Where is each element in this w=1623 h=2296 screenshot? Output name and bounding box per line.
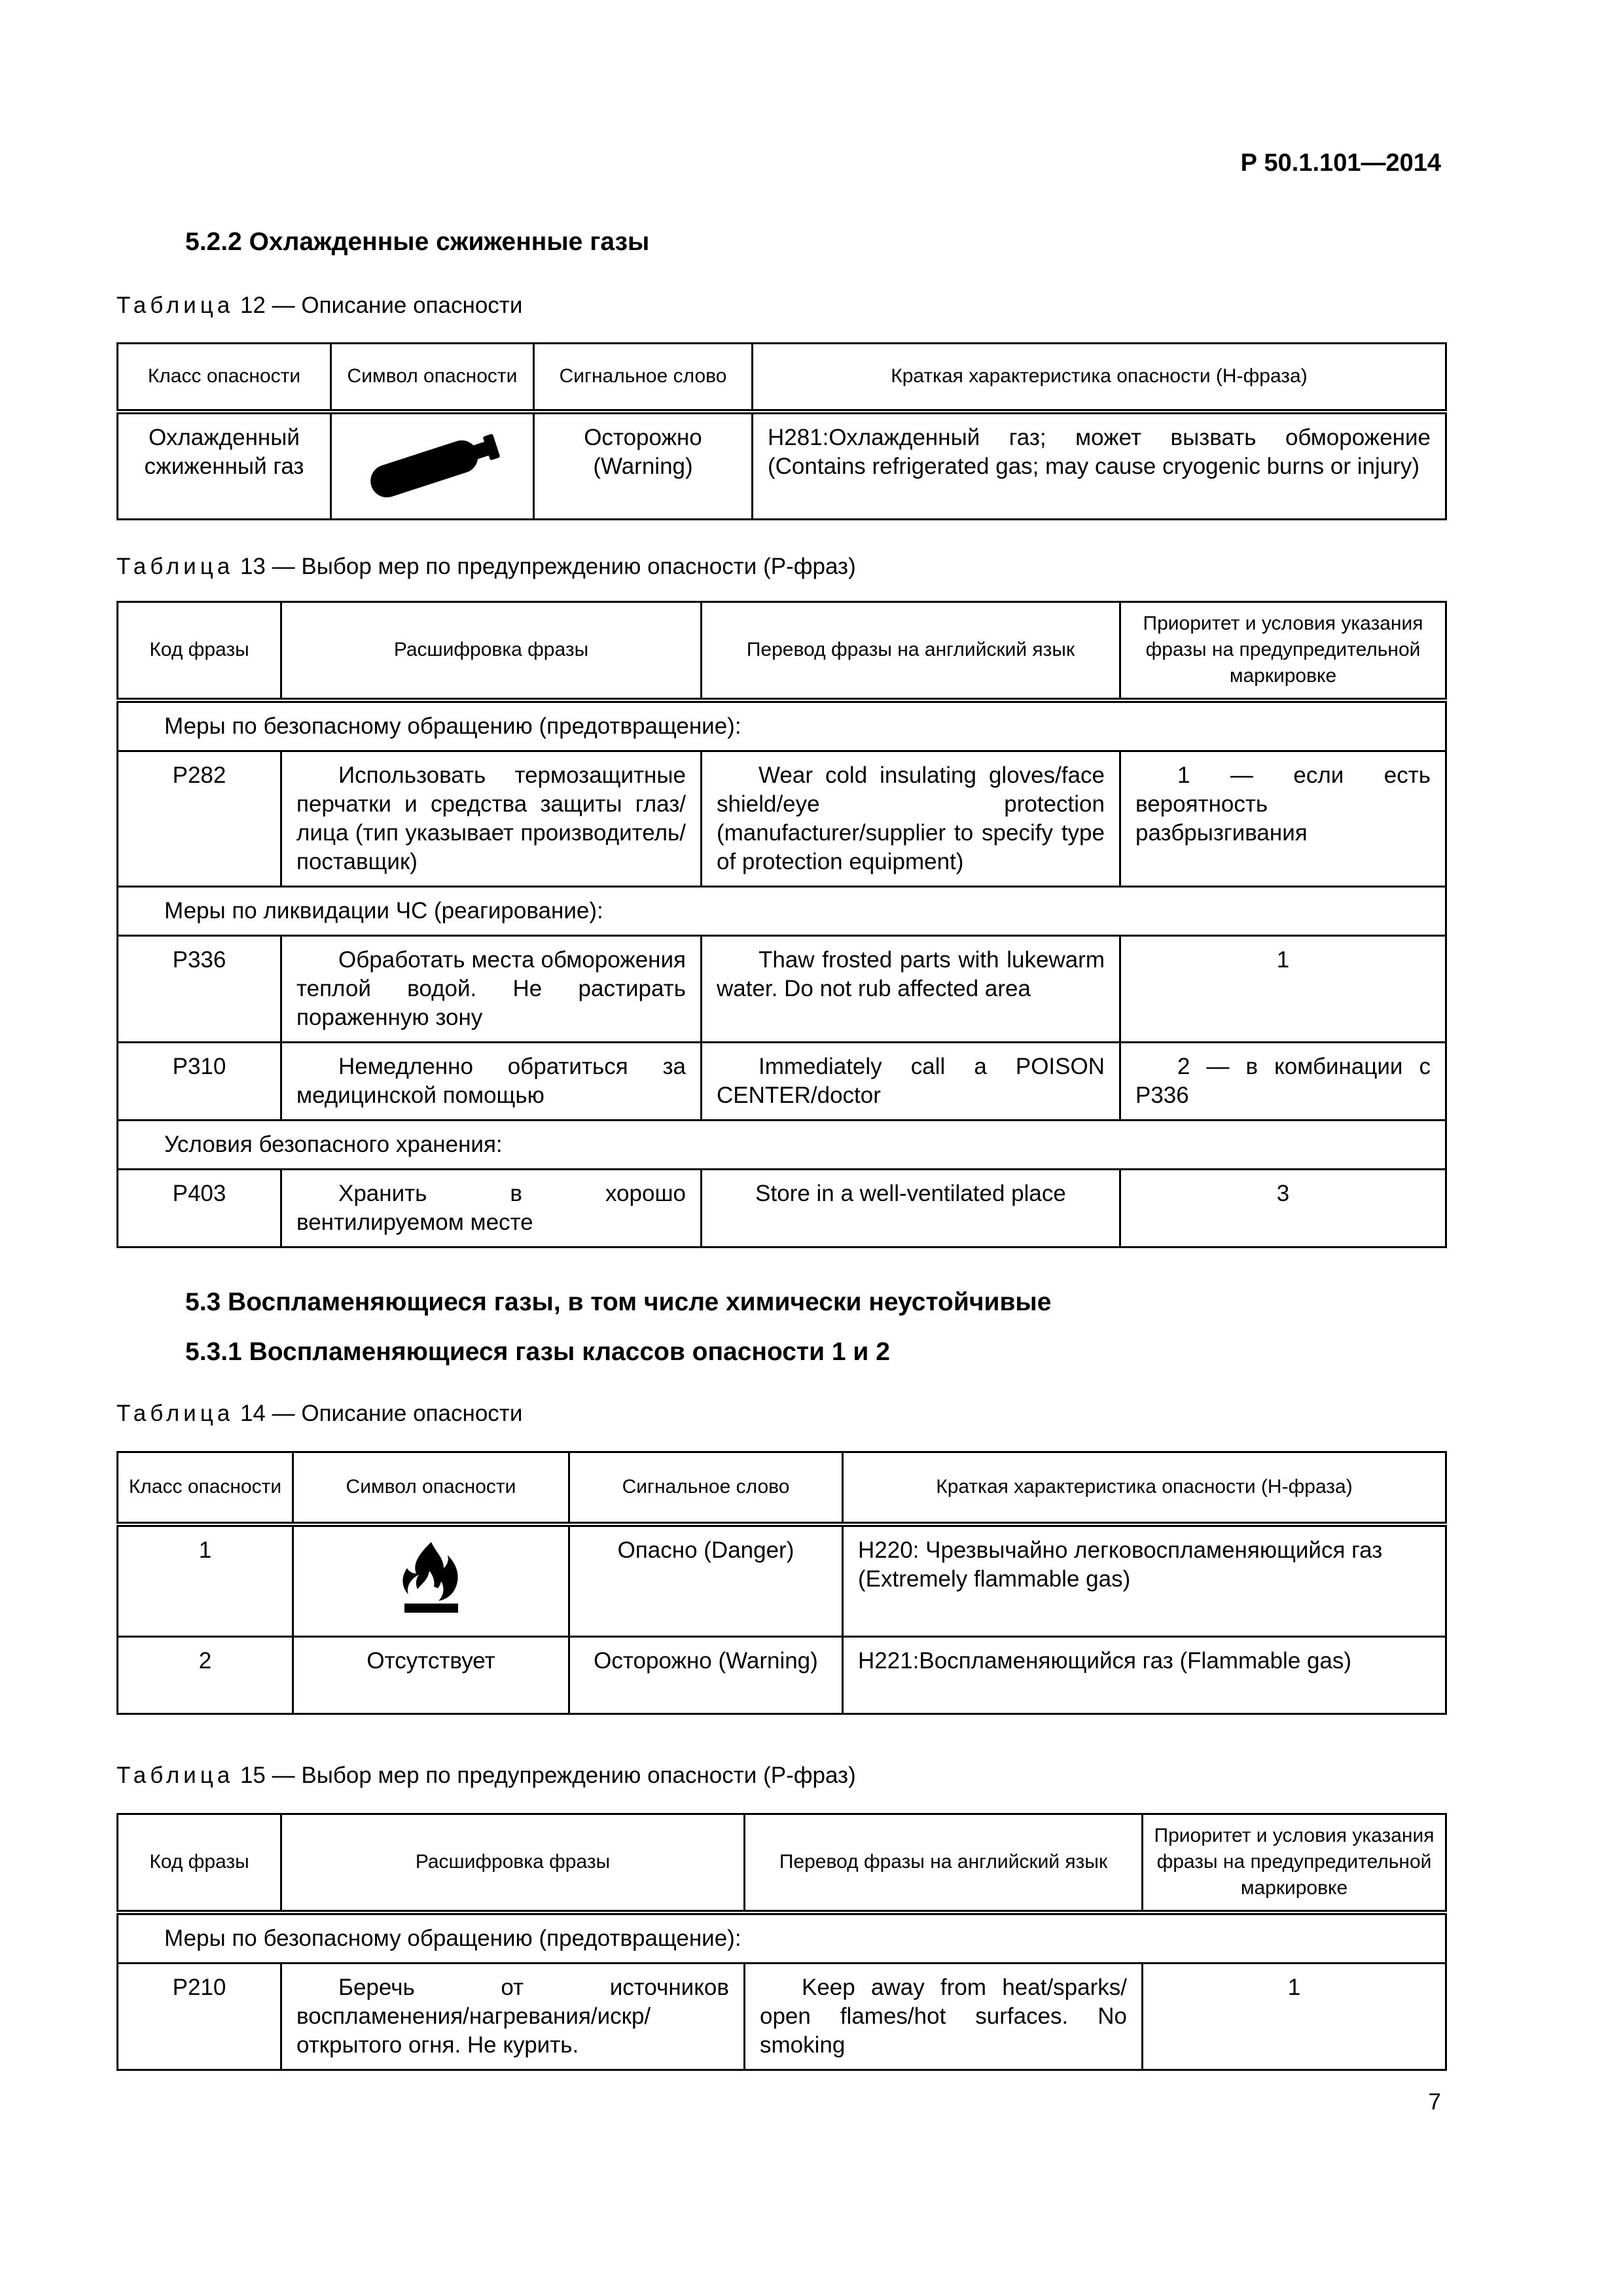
table14-hazard-2: H221:Воспламеняющийся газ (Flammable gas) [843,1637,1446,1714]
table-row [118,412,1446,520]
table13-section-storage [118,1120,1446,1169]
table12-cell-symbol [331,412,534,520]
table13-p310-ru: Немедленно обратиться за медицинской помощью [281,1042,702,1120]
table-row [118,935,1446,1042]
document-number: Р 50.1.101—2014 [1240,149,1441,177]
table13-p310-code: P310 [118,1042,281,1120]
table13-p336-ru: Обработать места обморожения теплой водой. Не растирать пораженную зону [281,935,702,1042]
table14-col-hazard: Краткая характеристика опасности (Н-фраза) [843,1452,1446,1524]
gas-cylinder-icon [348,423,518,502]
section-heading-5-3-1: 5.3.1 Воспламеняющиеся газы классов опасности 1 и 2 [185,1338,890,1366]
table14-hazard-1: H220: Чрезвычайно легковоспламеняющийся газ (Extremely flammable gas) [843,1524,1446,1637]
page-number: 7 [1428,2089,1441,2115]
section-heading-5-2-2: 5.2.2 Охлажденные сжиженные газы [185,228,650,256]
table-13 [116,601,1447,1248]
section-heading-5-3: 5.3 Воспламеняющиеся газы, в том числе химически неустойчивые [185,1288,1052,1316]
table15-caption-text: 15 — Выбор мер по предупреждению опасности (Р-фраз) [240,1763,856,1788]
table12-cell-signal: Осторожно (Warning) [534,412,753,520]
table12-caption-text: 12 — Описание опасности [240,293,523,318]
table12-caption-word: Таблица [116,293,234,318]
table15-section-prevention-label: Меры по безопасному обращению (предотвращение): [118,1912,1446,1964]
table12-col-class: Класс опасности [118,344,331,412]
table15-p210-code: P210 [118,1963,281,2070]
table15-caption [116,1763,856,1789]
table-row [118,1637,1446,1714]
table14-header-row [118,1452,1446,1524]
table13-section-response [118,886,1446,935]
table14-class-2: 2 [118,1637,293,1714]
table13-p310-priority: 2 — в комбинации с P336 [1120,1042,1446,1120]
table15-col-ru: Расшифровка фразы [281,1814,745,1912]
table13-caption-word: Таблица [116,554,234,579]
table13-caption [116,554,856,580]
table13-p282-ru: Использовать термозащитные перчатки и средства защиты глаз/лица (тип указывает производитель/поставщик) [281,751,702,886]
table13-col-code: Код фразы [118,602,281,700]
table13-p282-en: Wear cold insulating gloves/face shield/eye protection (manufacturer/supplier to specify type of protection equipment) [702,751,1120,886]
table15-col-en: Перевод фразы на английский язык [745,1814,1143,1912]
table12-cell-class: Охлажденный сжиженный газ [118,412,331,520]
table13-p403-en: Store in a well-ventilated place [702,1169,1120,1247]
table13-section-response-label: Меры по ликвидации ЧС (реагирование): [118,886,1446,935]
table15-col-priority: Приоритет и условия указания фразы на предупредительной маркировке [1143,1814,1446,1912]
table14-col-class: Класс опасности [118,1452,293,1524]
table13-section-prevention [118,700,1446,751]
table13-p282-code: P282 [118,751,281,886]
table14-caption-word: Таблица [116,1401,234,1426]
table15-p210-en: Keep away from heat/sparks/ open flames/hot surfaces. No smoking [745,1963,1143,2070]
table14-caption-text: 14 — Описание опасности [240,1401,523,1426]
flame-icon [395,1538,467,1617]
table13-p403-ru: Хранить в хорошо вентилируемом месте [281,1169,702,1247]
table13-p310-en: Immediately call a POISON CENTER/doctor [702,1042,1120,1120]
table-row [118,1963,1446,2070]
table15-p210-priority: 1 [1143,1963,1446,2070]
table14-caption [116,1401,522,1427]
table14-class-1: 1 [118,1524,293,1637]
table14-col-symbol: Символ опасности [293,1452,569,1524]
table13-p336-code: P336 [118,935,281,1042]
table13-p403-code: P403 [118,1169,281,1247]
table13-section-prevention-label: Меры по безопасному обращению (предотвращение): [118,700,1446,751]
table15-caption-word: Таблица [116,1763,234,1788]
table13-p282-priority: 1 — если есть вероятность разбрызгивания [1120,751,1446,886]
table-row [118,751,1446,886]
table12-col-symbol: Символ опасности [331,344,534,412]
table13-col-ru: Расшифровка фразы [281,602,702,700]
table12-col-hazard: Краткая характеристика опасности (Н-фраза) [753,344,1446,412]
table15-p210-ru: Беречь от источников воспламенения/нагревания/искр/ открытого огня. Не курить. [281,1963,745,2070]
table15-header-row [118,1814,1446,1912]
table-row [118,1169,1446,1247]
table14-symbol-2: Отсутствует [293,1637,569,1714]
table13-p336-en: Thaw frosted parts with lukewarm water. Do not rub affected area [702,935,1120,1042]
table15-section-prevention [118,1912,1446,1964]
table14-signal-2: Осторожно (Warning) [569,1637,843,1714]
table15-col-code: Код фразы [118,1814,281,1912]
table14-symbol-1 [293,1524,569,1637]
table13-col-en: Перевод фразы на английский язык [702,602,1120,700]
table-12 [116,342,1447,520]
table13-p403-priority: 3 [1120,1169,1446,1247]
table12-col-signal: Сигнальное слово [534,344,753,412]
table13-header-row [118,602,1446,700]
table-15 [116,1813,1447,2071]
table-14 [116,1451,1447,1715]
table12-header-row [118,344,1446,412]
table12-cell-hazard: H281:Охлажденный газ; может вызвать обморожение (Contains refrigerated gas; may cause cryogenic burns or injury) [753,412,1446,520]
table14-signal-1: Опасно (Danger) [569,1524,843,1637]
table12-caption [116,293,522,319]
table13-section-storage-label: Условия безопасного хранения: [118,1120,1446,1169]
table13-p336-priority: 1 [1120,935,1446,1042]
table-row [118,1524,1446,1637]
table14-col-signal: Сигнальное слово [569,1452,843,1524]
table13-col-priority: Приоритет и условия указания фразы на предупредительной маркировке [1120,602,1446,700]
table-row [118,1042,1446,1120]
table13-caption-text: 13 — Выбор мер по предупреждению опасности (Р-фраз) [240,554,856,579]
